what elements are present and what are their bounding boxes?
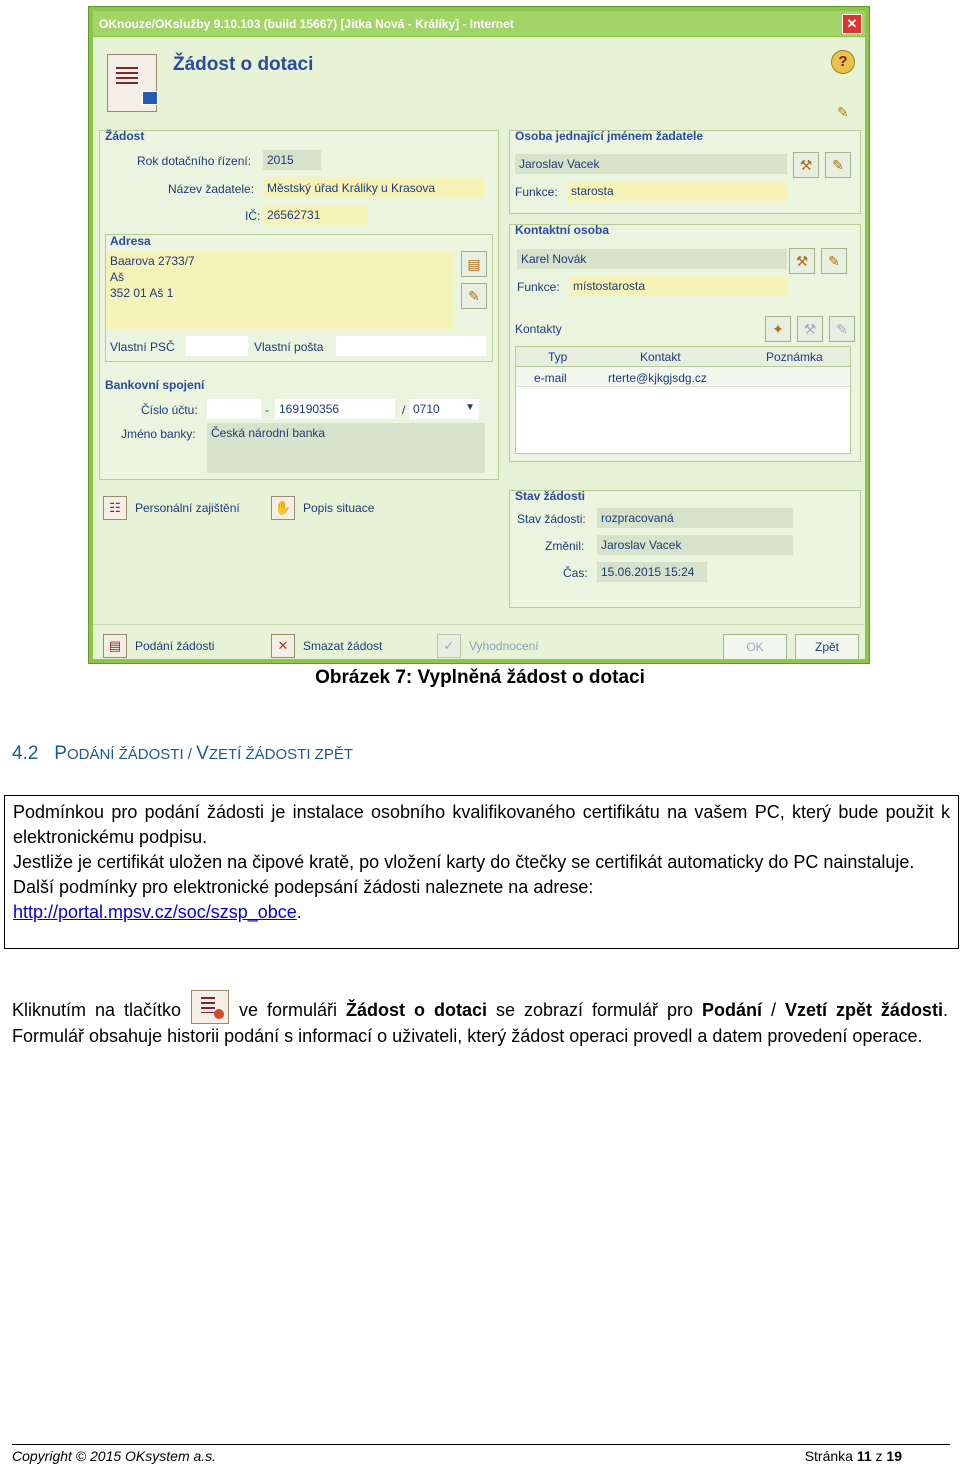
column-header-typ[interactable]: Typ — [548, 350, 568, 364]
kontakty-table — [515, 346, 851, 454]
form-title: Žádost o dotaci — [173, 54, 314, 75]
smazat-zadost-button[interactable] — [271, 634, 401, 660]
rok-label: Rok dotačního řízení: — [137, 154, 252, 168]
prefix-field[interactable] — [207, 399, 261, 419]
heading-p1-small: ODÁNÍ ŽÁDOSTI / — [66, 746, 197, 763]
footer-copyright: Copyright © 2015 OKsystem a.s. — [12, 1448, 217, 1464]
arrow-icon — [142, 91, 158, 105]
window-frame — [93, 11, 865, 659]
note-paragraph-2: Jestliže je certifikát uložen na čipové kratě, po vložení karty do čtečky se certifikát automaticky do PC nainstaluje. — [13, 852, 915, 872]
document-lines-icon — [116, 67, 138, 87]
heading-number: 4.2 — [12, 743, 39, 764]
para-text-4: se zobrazí formulář pro — [495, 1000, 693, 1020]
popis-label: Popis situace — [303, 501, 375, 515]
form-client — [93, 38, 865, 659]
help-icon[interactable]: ? — [831, 50, 855, 74]
kontakt-edit-button[interactable]: ✎ — [821, 248, 847, 274]
jmeno-banky-field[interactable]: Česká národní banka — [207, 423, 485, 473]
note-box — [4, 795, 959, 949]
para-text-8: . Formulář obsahuje historii podání s informací o uživateli, který žádost operaci provedl a datem provedení operace. — [12, 1000, 948, 1046]
osoba-jmeno-field[interactable]: Jaroslav Vacek — [515, 154, 787, 174]
note-paragraph-1: Podmínkou pro podání žádosti je instalace osobního kvalifikovaného certifikátu na vašem PC, který bude použit k elektronickému podpisu. — [13, 802, 950, 847]
kontakt-legend: Kontaktní osoba — [515, 223, 610, 237]
rok-field[interactable]: 2015 — [263, 150, 321, 170]
osoba-funkce-label: Funkce: — [515, 185, 558, 199]
adresa-legend: Adresa — [110, 234, 151, 248]
zmenil-field[interactable]: Jaroslav Vacek — [597, 535, 793, 555]
adresa-field[interactable] — [106, 251, 454, 329]
document-seal-icon: ▤ — [103, 634, 127, 658]
title-bar — [93, 11, 865, 37]
kod-select[interactable] — [409, 399, 479, 419]
hand-icon: ✋ — [271, 496, 295, 520]
para-text-2: ve formuláři — [239, 1000, 338, 1020]
ok-button[interactable]: OK — [723, 634, 787, 660]
kontakt-jmeno-field[interactable]: Karel Novák — [517, 249, 787, 269]
thumb-icon: ✓ — [437, 634, 461, 658]
zpet-button[interactable]: Zpět — [795, 634, 859, 660]
osoba-wrench-button[interactable]: ⚒ — [793, 152, 819, 178]
window-title: OKnouze/OKslužby 9.10.103 (build 15667) [Jitka Nová - Králíky] - Internet — [99, 17, 514, 31]
personalni-zajisteni-button[interactable] — [103, 496, 263, 522]
osoba-edit-button[interactable]: ✎ — [825, 152, 851, 178]
kontakty-wrench-button[interactable]: ⚒ — [797, 316, 823, 342]
kontakt-funkce-label: Funkce: — [517, 280, 560, 294]
para-text-1: Kliknutím na tlačítko — [12, 1000, 182, 1020]
adresa-line-1: Baarova 2733/7 — [110, 254, 195, 268]
osoba-legend: Osoba jednající jménem žadatele — [515, 129, 704, 143]
people-icon: ☷ — [103, 496, 127, 520]
ic-field[interactable]: 26562731 — [263, 205, 367, 225]
psc-field[interactable] — [186, 336, 248, 356]
kontakt-funkce-field[interactable]: místostarosta — [569, 276, 787, 296]
column-header-poznamka[interactable]: Poznámka — [766, 350, 823, 364]
vyhodnoceni-button[interactable] — [437, 634, 557, 660]
kod-value: 0710 — [413, 402, 440, 416]
heading-p1-big: P — [54, 743, 67, 764]
stav-field[interactable]: rozpracovaná — [597, 508, 793, 528]
posta-field[interactable] — [336, 336, 486, 356]
zmenil-label: Změnil: — [545, 539, 585, 553]
figure-caption: Obrázek 7: Vyplněná žádost o dotaci — [315, 667, 645, 688]
wrench-icon[interactable]: ✎ — [837, 104, 849, 120]
kontakty-add-button[interactable]: ✦ — [765, 316, 791, 342]
posta-label: Vlastní pošta — [254, 340, 324, 354]
column-header-kontakt[interactable]: Kontakt — [640, 350, 681, 364]
jmeno-banky-label: Jméno banky: — [121, 427, 196, 441]
section-heading — [12, 743, 353, 765]
footer-page-number — [805, 1448, 902, 1464]
banka-legend: Bankovní spojení — [105, 378, 205, 392]
adresa-line-2: Aš — [110, 270, 125, 284]
zadost-legend: Žádost — [105, 129, 145, 143]
podani-inline-icon — [191, 990, 229, 1024]
smazat-label: Smazat žádost — [303, 639, 383, 653]
footer-page-total: 19 — [886, 1448, 902, 1464]
chevron-down-icon[interactable]: ▼ — [465, 402, 475, 413]
nazev-label: Název žadatele: — [168, 182, 255, 196]
footer-page-current: 11 — [856, 1448, 872, 1464]
nazev-field[interactable]: Městský úřad Králiky u Krasova — [263, 178, 485, 198]
para-bold-podani: Podání — [701, 1000, 762, 1020]
kontakty-label: Kontakty — [515, 322, 562, 336]
cas-field[interactable]: 15.06.2015 15:24 — [597, 562, 707, 582]
popis-situace-button[interactable] — [271, 496, 401, 522]
para-bold-vzeti: Vzetí zpět žádosti — [784, 1000, 943, 1020]
kontakt-wrench-button[interactable]: ⚒ — [789, 248, 815, 274]
delete-icon: ✕ — [271, 634, 295, 658]
address-lookup-button[interactable]: ▤ — [461, 251, 487, 277]
adresa-line-3: 352 01 Aš 1 — [110, 286, 174, 300]
psc-label: Vlastní PSČ — [110, 340, 175, 354]
para-text-6: / — [770, 1000, 776, 1020]
footer-divider — [12, 1444, 950, 1445]
personalni-label: Personální zajištění — [135, 501, 240, 515]
row-typ-cell: e-mail — [534, 371, 567, 385]
cas-label: Čas: — [563, 566, 588, 580]
bottom-toolbar-divider — [93, 624, 865, 625]
screenshot-window — [88, 6, 870, 664]
heading-p2-small: ZETÍ ŽÁDOSTI ZPĚT — [208, 746, 353, 763]
note-link-line — [13, 900, 950, 925]
footer-page-sep: z — [871, 1448, 887, 1464]
footer-page-label: Stránka — [804, 1448, 857, 1464]
stav-legend: Stav žádosti — [515, 489, 586, 503]
para-bold-form: Žádost o dotaci — [346, 1000, 487, 1020]
vyhodnoceni-label: Vyhodnocení — [469, 639, 539, 653]
close-button[interactable]: ✕ — [842, 14, 862, 34]
note-paragraph-3: Další podmínky pro elektronické podepsání žádosti naleznete na adrese: — [13, 877, 594, 897]
portal-link[interactable]: http://portal.mpsv.cz/soc/szsp_obce — [13, 902, 297, 922]
podani-zadosti-button[interactable] — [103, 634, 239, 660]
osoba-funkce-field[interactable]: starosta — [567, 181, 787, 201]
link-period: . — [296, 902, 302, 922]
ucet-field[interactable]: 169190356 — [275, 399, 395, 419]
row-kontakt-cell: rterte@kjkgjsdg.cz — [608, 371, 707, 385]
form-header-icon — [107, 54, 157, 112]
ic-label: IČ: — [245, 209, 261, 223]
account-slash: / — [402, 403, 406, 417]
podani-label: Podání žádosti — [135, 639, 215, 653]
address-edit-button[interactable]: ✎ — [461, 283, 487, 309]
stav-label: Stav žádosti: — [517, 512, 586, 526]
cislo-label: Číslo účtu: — [141, 403, 198, 417]
body-paragraph — [12, 990, 948, 1049]
kontakty-edit-button[interactable]: ✎ — [829, 316, 855, 342]
account-dash: - — [265, 403, 269, 417]
heading-p2-big: V — [196, 743, 209, 764]
